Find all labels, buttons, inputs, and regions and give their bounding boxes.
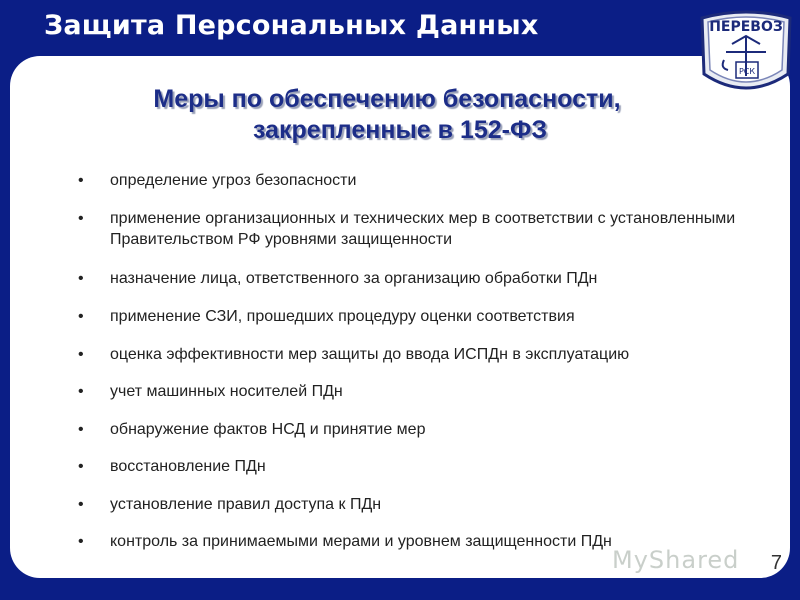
bullet-item: • восстановление ПДн: [70, 456, 760, 477]
bullet-item: • контроль за принимаемыми мерами и уровнем защищенности ПДн: [70, 531, 760, 552]
bullet-item: • определение угроз безопасности: [70, 170, 760, 191]
bullet-item: • назначение лица, ответственного за организацию обработки ПДн: [70, 268, 760, 289]
page-number: 7: [770, 552, 782, 574]
bullet-item: • оценка эффективности мер защиты до ввода ИСПДн в эксплуатацию: [70, 344, 760, 365]
logo-text: ПЕРЕВОЗ: [709, 19, 783, 35]
slide-title-line2: закрепленные в 152-ФЗ: [253, 116, 547, 144]
slide-title-line1: Меры по обеспечению безопасности,: [153, 85, 621, 113]
slide-title: [80, 84, 720, 146]
header-title: Защита Персональных Данных: [44, 10, 539, 41]
bullet-item: • применение организационных и технических мер в соответствии с установленными Правительством РФ уровнями защищенности: [70, 208, 760, 250]
bullet-item: • применение СЗИ, прошедших процедуру оценки соответствия: [70, 306, 760, 327]
logo-sub-text: РСК: [738, 67, 756, 76]
bullet-item: • установление правил доступа к ПДн: [70, 494, 760, 515]
bullet-item: • обнаружение фактов НСД и принятие мер: [70, 419, 760, 440]
bullet-item: • учет машинных носителей ПДн: [70, 381, 760, 402]
watermark: MyShared: [612, 546, 740, 574]
